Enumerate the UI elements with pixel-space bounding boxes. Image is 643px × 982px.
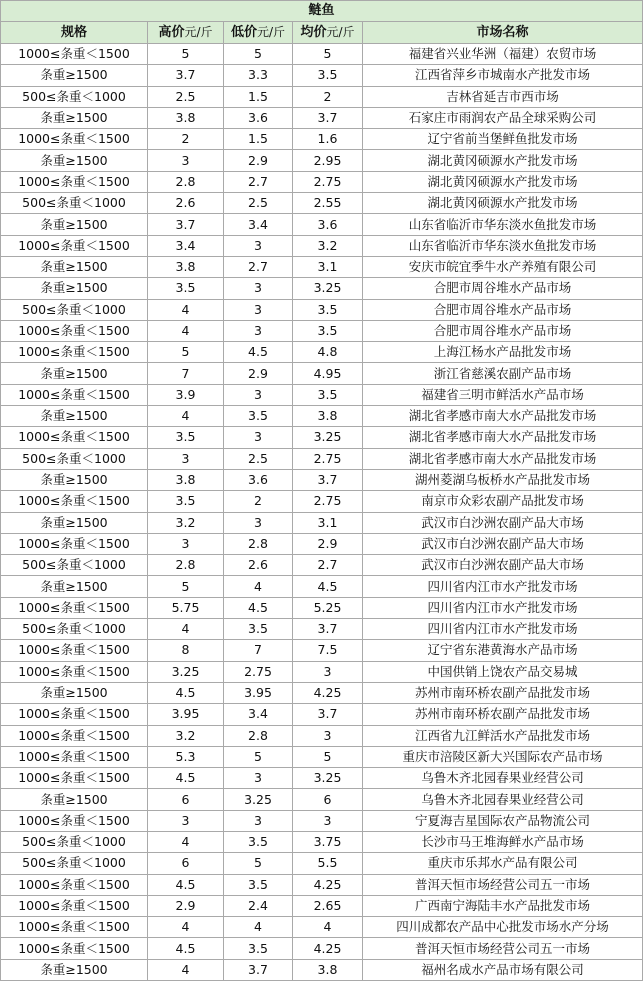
cell-avg: 5.5 bbox=[293, 853, 363, 874]
cell-avg: 4.8 bbox=[293, 342, 363, 363]
cell-spec: 1000≤条重＜1500 bbox=[1, 768, 148, 789]
cell-high: 5.75 bbox=[148, 597, 224, 618]
cell-spec: 1000≤条重＜1500 bbox=[1, 427, 148, 448]
cell-high: 2.8 bbox=[148, 171, 224, 192]
cell-spec: 条重≥1500 bbox=[1, 214, 148, 235]
cell-low: 2.6 bbox=[224, 555, 293, 576]
cell-low: 3 bbox=[224, 768, 293, 789]
cell-spec: 条重≥1500 bbox=[1, 959, 148, 980]
table-row bbox=[1, 65, 643, 86]
table-row bbox=[1, 661, 643, 682]
cell-low: 7 bbox=[224, 640, 293, 661]
cell-low: 4.5 bbox=[224, 597, 293, 618]
cell-avg: 2.55 bbox=[293, 193, 363, 214]
cell-market: 上海江杨水产品批发市场 bbox=[363, 342, 643, 363]
table-row bbox=[1, 555, 643, 576]
cell-avg: 4.25 bbox=[293, 938, 363, 959]
cell-high: 4 bbox=[148, 406, 224, 427]
header-low bbox=[224, 22, 293, 44]
cell-high: 5 bbox=[148, 576, 224, 597]
cell-avg: 3.8 bbox=[293, 959, 363, 980]
cell-spec: 1000≤条重＜1500 bbox=[1, 874, 148, 895]
cell-low: 3 bbox=[224, 810, 293, 831]
cell-low: 1.5 bbox=[224, 86, 293, 107]
header-high-label: 高价 bbox=[158, 25, 185, 40]
cell-spec: 条重≥1500 bbox=[1, 469, 148, 490]
table-row bbox=[1, 704, 643, 725]
table-row bbox=[1, 853, 643, 874]
table-row bbox=[1, 895, 643, 916]
cell-spec: 条重≥1500 bbox=[1, 406, 148, 427]
table-row bbox=[1, 576, 643, 597]
table-row bbox=[1, 363, 643, 384]
cell-spec: 1000≤条重＜1500 bbox=[1, 129, 148, 150]
cell-high: 6 bbox=[148, 853, 224, 874]
cell-avg: 2.75 bbox=[293, 448, 363, 469]
cell-low: 2.9 bbox=[224, 363, 293, 384]
cell-low: 3 bbox=[224, 384, 293, 405]
cell-high: 6 bbox=[148, 789, 224, 810]
cell-avg: 3.25 bbox=[293, 768, 363, 789]
cell-high: 4.5 bbox=[148, 938, 224, 959]
table-row bbox=[1, 725, 643, 746]
cell-low: 2.75 bbox=[224, 661, 293, 682]
cell-high: 3.8 bbox=[148, 469, 224, 490]
cell-spec: 1000≤条重＜1500 bbox=[1, 640, 148, 661]
cell-avg: 3.25 bbox=[293, 278, 363, 299]
cell-avg: 3.2 bbox=[293, 235, 363, 256]
cell-low: 1.5 bbox=[224, 129, 293, 150]
cell-avg: 3.5 bbox=[293, 65, 363, 86]
cell-spec: 1000≤条重＜1500 bbox=[1, 810, 148, 831]
cell-spec: 1000≤条重＜1500 bbox=[1, 704, 148, 725]
cell-high: 4.5 bbox=[148, 768, 224, 789]
table-row bbox=[1, 959, 643, 980]
cell-avg: 7.5 bbox=[293, 640, 363, 661]
cell-spec: 500≤条重＜1000 bbox=[1, 619, 148, 640]
cell-market: 南京市众彩农副产品批发市场 bbox=[363, 491, 643, 512]
cell-high: 3 bbox=[148, 150, 224, 171]
cell-market: 合肥市周谷堆水产品市场 bbox=[363, 320, 643, 341]
cell-high: 4 bbox=[148, 917, 224, 938]
cell-market: 湖北省孝感市南大水产品批发市场 bbox=[363, 448, 643, 469]
table-row bbox=[1, 129, 643, 150]
cell-market: 宁夏海吉星国际农产品物流公司 bbox=[363, 810, 643, 831]
cell-market: 浙江省慈溪农副产品市场 bbox=[363, 363, 643, 384]
header-avg-unit: 元/斤 bbox=[326, 25, 355, 39]
cell-spec: 1000≤条重＜1500 bbox=[1, 320, 148, 341]
cell-low: 5 bbox=[224, 44, 293, 65]
cell-market: 湖北省孝感市南大水产品批发市场 bbox=[363, 427, 643, 448]
table-row bbox=[1, 469, 643, 490]
cell-avg: 3.1 bbox=[293, 256, 363, 277]
cell-low: 5 bbox=[224, 853, 293, 874]
cell-spec: 1000≤条重＜1500 bbox=[1, 171, 148, 192]
cell-market: 石家庄市雨润农产品全球采购公司 bbox=[363, 107, 643, 128]
cell-spec: 条重≥1500 bbox=[1, 150, 148, 171]
cell-high: 3.95 bbox=[148, 704, 224, 725]
cell-market: 中国供销上饶农产品交易城 bbox=[363, 661, 643, 682]
cell-low: 2.8 bbox=[224, 533, 293, 554]
cell-high: 3.2 bbox=[148, 512, 224, 533]
table-row bbox=[1, 193, 643, 214]
cell-avg: 5 bbox=[293, 44, 363, 65]
cell-market: 武汉市白沙洲农副产品大市场 bbox=[363, 555, 643, 576]
cell-low: 2.4 bbox=[224, 895, 293, 916]
table-row bbox=[1, 150, 643, 171]
cell-market: 山东省临沂市华东淡水鱼批发市场 bbox=[363, 214, 643, 235]
table-row bbox=[1, 789, 643, 810]
table-row bbox=[1, 746, 643, 767]
cell-low: 3.7 bbox=[224, 959, 293, 980]
cell-low: 2.7 bbox=[224, 171, 293, 192]
cell-high: 3.8 bbox=[148, 256, 224, 277]
cell-high: 8 bbox=[148, 640, 224, 661]
cell-high: 5.3 bbox=[148, 746, 224, 767]
table-row bbox=[1, 640, 643, 661]
title-row bbox=[1, 1, 643, 22]
cell-spec: 条重≥1500 bbox=[1, 789, 148, 810]
cell-avg: 4.25 bbox=[293, 682, 363, 703]
cell-low: 3.4 bbox=[224, 704, 293, 725]
header-spec: 规格 bbox=[1, 22, 148, 44]
cell-high: 3.7 bbox=[148, 65, 224, 86]
cell-high: 4 bbox=[148, 299, 224, 320]
table-title: 鲢鱼 bbox=[1, 1, 643, 22]
cell-spec: 1000≤条重＜1500 bbox=[1, 533, 148, 554]
cell-market: 福州名成水产品市场有限公司 bbox=[363, 959, 643, 980]
cell-avg: 3.8 bbox=[293, 406, 363, 427]
table-row bbox=[1, 171, 643, 192]
table-row bbox=[1, 384, 643, 405]
cell-low: 2.7 bbox=[224, 256, 293, 277]
cell-low: 3.5 bbox=[224, 831, 293, 852]
table-row bbox=[1, 682, 643, 703]
cell-market: 合肥市周谷堆水产品市场 bbox=[363, 299, 643, 320]
cell-high: 4.5 bbox=[148, 874, 224, 895]
cell-low: 3 bbox=[224, 320, 293, 341]
cell-low: 5 bbox=[224, 746, 293, 767]
cell-spec: 1000≤条重＜1500 bbox=[1, 384, 148, 405]
cell-spec: 1000≤条重＜1500 bbox=[1, 938, 148, 959]
cell-market: 四川省内江市水产批发市场 bbox=[363, 576, 643, 597]
cell-avg: 2.65 bbox=[293, 895, 363, 916]
cell-low: 3.4 bbox=[224, 214, 293, 235]
table-row bbox=[1, 491, 643, 512]
cell-spec: 1000≤条重＜1500 bbox=[1, 895, 148, 916]
cell-market: 重庆市乐邦水产品有限公司 bbox=[363, 853, 643, 874]
cell-market: 苏州市南环桥农副产品批发市场 bbox=[363, 682, 643, 703]
cell-low: 3.5 bbox=[224, 406, 293, 427]
table-body bbox=[1, 44, 643, 981]
cell-avg: 2.9 bbox=[293, 533, 363, 554]
cell-market: 武汉市白沙洲农副产品大市场 bbox=[363, 533, 643, 554]
cell-spec: 1000≤条重＜1500 bbox=[1, 235, 148, 256]
cell-spec: 1000≤条重＜1500 bbox=[1, 44, 148, 65]
cell-low: 2 bbox=[224, 491, 293, 512]
cell-high: 3.5 bbox=[148, 278, 224, 299]
table-row bbox=[1, 256, 643, 277]
table-row bbox=[1, 768, 643, 789]
cell-avg: 3.5 bbox=[293, 320, 363, 341]
cell-high: 3.4 bbox=[148, 235, 224, 256]
cell-avg: 3 bbox=[293, 725, 363, 746]
cell-high: 2.5 bbox=[148, 86, 224, 107]
cell-spec: 1000≤条重＜1500 bbox=[1, 597, 148, 618]
cell-low: 4.5 bbox=[224, 342, 293, 363]
cell-avg: 3 bbox=[293, 661, 363, 682]
cell-high: 5 bbox=[148, 342, 224, 363]
cell-high: 2.6 bbox=[148, 193, 224, 214]
table-row bbox=[1, 406, 643, 427]
cell-avg: 2 bbox=[293, 86, 363, 107]
cell-low: 4 bbox=[224, 917, 293, 938]
cell-spec: 1000≤条重＜1500 bbox=[1, 342, 148, 363]
table-row bbox=[1, 938, 643, 959]
cell-spec: 条重≥1500 bbox=[1, 256, 148, 277]
cell-high: 3.5 bbox=[148, 491, 224, 512]
cell-spec: 1000≤条重＜1500 bbox=[1, 746, 148, 767]
cell-high: 3.25 bbox=[148, 661, 224, 682]
cell-avg: 3.75 bbox=[293, 831, 363, 852]
cell-market: 江西省萍乡市城南水产批发市场 bbox=[363, 65, 643, 86]
cell-market: 福建省兴业华洲（福建）农贸市场 bbox=[363, 44, 643, 65]
table-row bbox=[1, 619, 643, 640]
cell-low: 3.3 bbox=[224, 65, 293, 86]
cell-low: 4 bbox=[224, 576, 293, 597]
cell-avg: 5.25 bbox=[293, 597, 363, 618]
cell-low: 3 bbox=[224, 299, 293, 320]
cell-avg: 3.25 bbox=[293, 427, 363, 448]
table-row bbox=[1, 342, 643, 363]
cell-low: 2.8 bbox=[224, 725, 293, 746]
cell-avg: 3.1 bbox=[293, 512, 363, 533]
cell-market: 乌鲁木齐北园春果业经营公司 bbox=[363, 768, 643, 789]
cell-market: 湖北省孝感市南大水产品批发市场 bbox=[363, 406, 643, 427]
cell-spec: 500≤条重＜1000 bbox=[1, 448, 148, 469]
cell-high: 7 bbox=[148, 363, 224, 384]
cell-high: 3 bbox=[148, 810, 224, 831]
cell-avg: 3.5 bbox=[293, 299, 363, 320]
cell-spec: 1000≤条重＜1500 bbox=[1, 725, 148, 746]
header-low-unit: 元/斤 bbox=[256, 25, 286, 39]
cell-market: 辽宁省东港黄海水产品市场 bbox=[363, 640, 643, 661]
cell-high: 3.9 bbox=[148, 384, 224, 405]
cell-high: 2 bbox=[148, 129, 224, 150]
table-row bbox=[1, 235, 643, 256]
table-row bbox=[1, 917, 643, 938]
cell-avg: 5 bbox=[293, 746, 363, 767]
cell-high: 4.5 bbox=[148, 682, 224, 703]
cell-avg: 3.7 bbox=[293, 619, 363, 640]
cell-low: 3.6 bbox=[224, 107, 293, 128]
cell-market: 湖州菱湖乌板桥水产品批发市场 bbox=[363, 469, 643, 490]
cell-spec: 500≤条重＜1000 bbox=[1, 831, 148, 852]
table-row bbox=[1, 320, 643, 341]
cell-market: 湖北黄冈硕源水产批发市场 bbox=[363, 150, 643, 171]
cell-market: 四川省内江市水产批发市场 bbox=[363, 597, 643, 618]
cell-avg: 2.75 bbox=[293, 171, 363, 192]
cell-market: 吉林省延吉市西市场 bbox=[363, 86, 643, 107]
table-row bbox=[1, 299, 643, 320]
header-market: 市场名称 bbox=[363, 22, 643, 44]
table-row bbox=[1, 512, 643, 533]
cell-low: 3.5 bbox=[224, 938, 293, 959]
cell-high: 3.2 bbox=[148, 725, 224, 746]
cell-market: 湖北黄冈硕源水产批发市场 bbox=[363, 171, 643, 192]
cell-market: 山东省临沂市华东淡水鱼批发市场 bbox=[363, 235, 643, 256]
cell-spec: 1000≤条重＜1500 bbox=[1, 491, 148, 512]
cell-high: 2.9 bbox=[148, 895, 224, 916]
cell-market: 苏州市南环桥农副产品批发市场 bbox=[363, 704, 643, 725]
table-row bbox=[1, 44, 643, 65]
cell-high: 3.7 bbox=[148, 214, 224, 235]
cell-low: 3.5 bbox=[224, 619, 293, 640]
cell-market: 湖北黄冈硕源水产批发市场 bbox=[363, 193, 643, 214]
cell-spec: 1000≤条重＜1500 bbox=[1, 917, 148, 938]
cell-market: 武汉市白沙洲农副产品大市场 bbox=[363, 512, 643, 533]
cell-market: 乌鲁木齐北园春果业经营公司 bbox=[363, 789, 643, 810]
cell-market: 合肥市周谷堆水产品市场 bbox=[363, 278, 643, 299]
cell-low: 3.6 bbox=[224, 469, 293, 490]
cell-avg: 2.7 bbox=[293, 555, 363, 576]
cell-low: 2.5 bbox=[224, 193, 293, 214]
cell-market: 四川省内江市水产批发市场 bbox=[363, 619, 643, 640]
cell-spec: 条重≥1500 bbox=[1, 278, 148, 299]
cell-spec: 条重≥1500 bbox=[1, 576, 148, 597]
cell-spec: 条重≥1500 bbox=[1, 682, 148, 703]
table-row bbox=[1, 874, 643, 895]
table-row bbox=[1, 533, 643, 554]
cell-spec: 500≤条重＜1000 bbox=[1, 299, 148, 320]
cell-avg: 3.5 bbox=[293, 384, 363, 405]
cell-avg: 3.7 bbox=[293, 107, 363, 128]
cell-avg: 4 bbox=[293, 917, 363, 938]
header-high-unit: 元/斤 bbox=[184, 25, 213, 39]
cell-high: 3 bbox=[148, 533, 224, 554]
cell-low: 3 bbox=[224, 235, 293, 256]
cell-spec: 500≤条重＜1000 bbox=[1, 86, 148, 107]
cell-spec: 500≤条重＜1000 bbox=[1, 555, 148, 576]
cell-market: 重庆市涪陵区新大兴国际农产品市场 bbox=[363, 746, 643, 767]
cell-spec: 500≤条重＜1000 bbox=[1, 193, 148, 214]
cell-low: 3 bbox=[224, 512, 293, 533]
cell-low: 3.5 bbox=[224, 874, 293, 895]
cell-high: 4 bbox=[148, 320, 224, 341]
cell-avg: 4.95 bbox=[293, 363, 363, 384]
table-row bbox=[1, 831, 643, 852]
cell-low: 3 bbox=[224, 278, 293, 299]
cell-spec: 条重≥1500 bbox=[1, 65, 148, 86]
cell-market: 安庆市皖宜季牛水产养殖有限公司 bbox=[363, 256, 643, 277]
cell-low: 3.95 bbox=[224, 682, 293, 703]
table-row bbox=[1, 278, 643, 299]
cell-market: 福建省三明市鲜活水产品市场 bbox=[363, 384, 643, 405]
cell-avg: 3.6 bbox=[293, 214, 363, 235]
cell-market: 长沙市马王堆海鲜水产品市场 bbox=[363, 831, 643, 852]
header-avg bbox=[293, 22, 363, 44]
cell-market: 四川成都农产品中心批发市场水产分场 bbox=[363, 917, 643, 938]
cell-avg: 3.7 bbox=[293, 469, 363, 490]
cell-avg: 2.95 bbox=[293, 150, 363, 171]
cell-avg: 2.75 bbox=[293, 491, 363, 512]
table-row bbox=[1, 107, 643, 128]
cell-market: 辽宁省前当堡鲜鱼批发市场 bbox=[363, 129, 643, 150]
cell-high: 2.8 bbox=[148, 555, 224, 576]
cell-high: 3 bbox=[148, 448, 224, 469]
cell-market: 普洱天恒市场经营公司五一市场 bbox=[363, 874, 643, 895]
cell-high: 3.8 bbox=[148, 107, 224, 128]
cell-high: 4 bbox=[148, 831, 224, 852]
cell-high: 4 bbox=[148, 959, 224, 980]
cell-spec: 条重≥1500 bbox=[1, 363, 148, 384]
cell-avg: 3 bbox=[293, 810, 363, 831]
cell-spec: 1000≤条重＜1500 bbox=[1, 661, 148, 682]
cell-spec: 500≤条重＜1000 bbox=[1, 853, 148, 874]
cell-high: 3.5 bbox=[148, 427, 224, 448]
cell-spec: 条重≥1500 bbox=[1, 512, 148, 533]
cell-low: 2.9 bbox=[224, 150, 293, 171]
header-avg-label: 均价 bbox=[300, 25, 327, 40]
cell-avg: 1.6 bbox=[293, 129, 363, 150]
cell-avg: 4.5 bbox=[293, 576, 363, 597]
cell-market: 广西南宁海陆丰水产品批发市场 bbox=[363, 895, 643, 916]
table-row bbox=[1, 448, 643, 469]
table-row bbox=[1, 427, 643, 448]
table-row bbox=[1, 214, 643, 235]
cell-low: 2.5 bbox=[224, 448, 293, 469]
header-high bbox=[148, 22, 224, 44]
cell-avg: 3.7 bbox=[293, 704, 363, 725]
table-row bbox=[1, 597, 643, 618]
table-row bbox=[1, 86, 643, 107]
table-row bbox=[1, 810, 643, 831]
header-row bbox=[1, 22, 643, 44]
cell-avg: 4.25 bbox=[293, 874, 363, 895]
cell-low: 3 bbox=[224, 427, 293, 448]
cell-market: 普洱天恒市场经营公司五一市场 bbox=[363, 938, 643, 959]
header-low-label: 低价 bbox=[230, 25, 257, 40]
cell-spec: 条重≥1500 bbox=[1, 107, 148, 128]
cell-high: 4 bbox=[148, 619, 224, 640]
cell-high: 5 bbox=[148, 44, 224, 65]
cell-low: 3.25 bbox=[224, 789, 293, 810]
cell-market: 江西省九江鲜活水产品批发市场 bbox=[363, 725, 643, 746]
cell-avg: 6 bbox=[293, 789, 363, 810]
